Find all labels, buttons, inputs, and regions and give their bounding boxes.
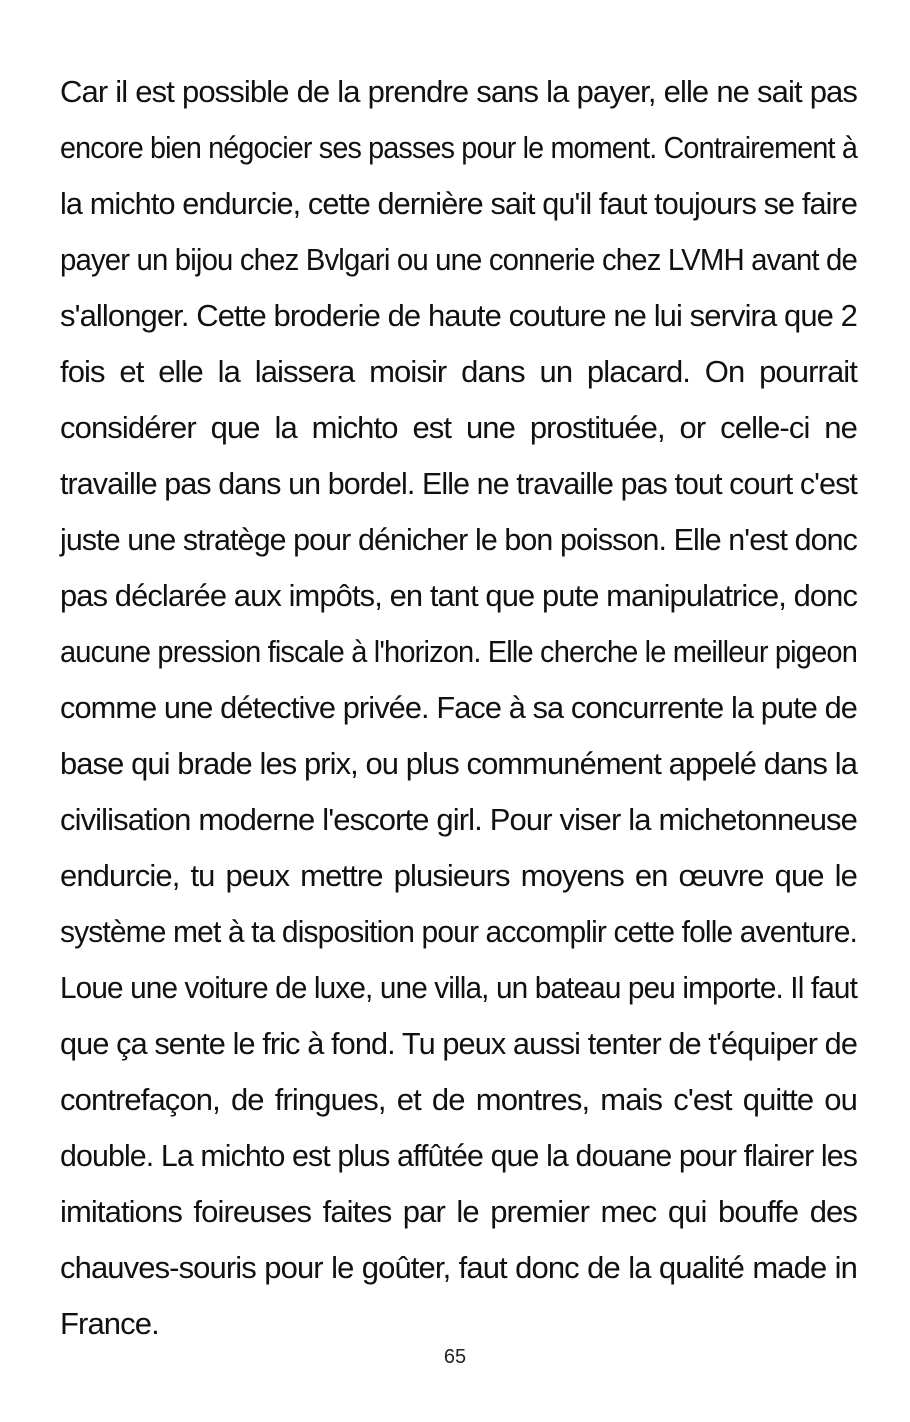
text-line: travaille pas dans un bordel. Elle ne travaille pas tout court c'est <box>60 466 857 501</box>
body-paragraph <box>60 64 857 1352</box>
text-line: chauves-souris pour le goûter, faut donc de la qualité made in <box>60 1250 857 1285</box>
text-line: la michto endurcie, cette dernière sait qu'il faut toujours se faire <box>60 186 857 221</box>
text-line: s'allonger. Cette broderie de haute couture ne lui servira que 2 <box>60 298 857 333</box>
text-line: endurcie, tu peux mettre plusieurs moyens en œuvre que le <box>60 858 857 893</box>
text-line: Car il est possible de la prendre sans la payer, elle ne sait pas <box>60 74 857 109</box>
text-line: aucune pression fiscale à l'horizon. Elle cherche le meilleur pigeon <box>60 634 857 669</box>
text-line: pas déclarée aux impôts, en tant que pute manipulatrice, donc <box>60 578 857 613</box>
text-line: Loue une voiture de luxe, une villa, un bateau peu importe. Il faut <box>60 970 857 1005</box>
text-line-last: France. <box>60 1306 159 1341</box>
text-line: juste une stratège pour dénicher le bon poisson. Elle n'est donc <box>60 522 857 557</box>
text-line: double. La michto est plus affûtée que la douane pour flairer les <box>60 1138 857 1173</box>
text-line: comme une détective privée. Face à sa concurrente la pute de <box>60 690 857 725</box>
text-line: imitations foireuses faites par le premier mec qui bouffe des <box>60 1194 857 1229</box>
text-line: payer un bijou chez Bvlgari ou une connerie chez LVMH avant de <box>60 242 857 277</box>
text-line: fois et elle la laissera moisir dans un placard. On pourrait <box>60 354 857 389</box>
text-line: encore bien négocier ses passes pour le moment. Contrairement à <box>60 130 857 165</box>
text-line: base qui brade les prix, ou plus communément appelé dans la <box>60 746 857 781</box>
text-line: civilisation moderne l'escorte girl. Pour viser la michetonneuse <box>60 802 857 837</box>
text-line: système met à ta disposition pour accomplir cette folle aventure. <box>60 914 857 949</box>
page-number: 65 <box>443 1346 467 1368</box>
text-line: considérer que la michto est une prostituée, or celle-ci ne <box>60 410 857 445</box>
text-line: contrefaçon, de fringues, et de montres, mais c'est quitte ou <box>60 1082 857 1117</box>
text-line: que ça sente le fric à fond. Tu peux aussi tenter de t'équiper de <box>60 1026 857 1061</box>
